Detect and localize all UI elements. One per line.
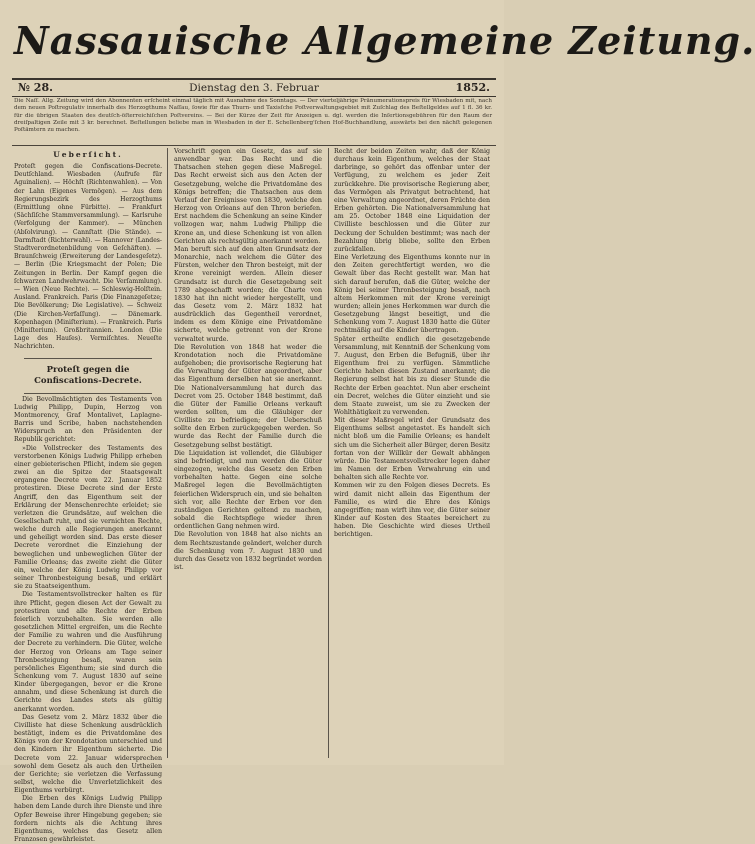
issue-year: 1852. <box>455 81 490 94</box>
article-paragraph: Man beruft sich auf den alten Grundsatz der Monarchie, nach welchem die Güter des Fürsten, welcher den Thron besteigt, mit der Krone vereinigt werden. Allein dieser Grundsatz ist durch die Gesetzgebung seit 1789 abgeschafft worden; die Charte von 1830 hat ihn nicht wieder hergestellt, und das Gesetz vom 2. März 1832 hat ausdrücklich das Gegentheil verordnet, indem es dem Könige eine Privatdomäne sicherte, welche getrennt von der Krone verwaltet wurde. <box>174 245 322 343</box>
article-paragraph: Kommen wir zu den Folgen dieses Decrets. Es wird damit nicht allein das Eigenthum der Familie, es wird die Ehre des Königs angegriffen; man wirft ihm vor, die Güter seiner Kinder auf Kosten des Staates bereichert zu haben. Die Geschichte wird dieses Urtheil berichtigen. <box>334 482 490 539</box>
article-paragraph: Das Gesetz vom 2. März 1832 über die Civilliste hat diese Schenkung ausdrücklich bestätigt, indem es die Privatdomäne des Königs von der Krondotation unterschied und den Kindern ihr Eigenthum sicherte. Die Decrete vom 22. Januar widersprechen sowohl dem Gesetz als auch den Urtheilen der Gerichte; sie verletzen die Verfassung selbst, welche die Unverletzlichkeit des Eigenthums verbürgt. <box>14 713 162 795</box>
article-paragraph: Vorschrift gegen ein Gesetz, das auf sie anwendbar war. Das Recht und die Thatsachen stehen gegen diese Maßregel. Das Recht erweist sich aus den Acten der Gesetzgebung, welche die Privatdomäne des Königs betreffen; die Thatsachen aus dem Verlauf der Ereignisse von 1830, welche den Herzog von Orleans auf den Thron beriefen. Erst nachdem die Schenkung an seine Kinder vollzogen war, nahm Ludwig Philipp die Krone an, und diese Schenkung ist von allen Gerichten als rechtsgültig anerkannt worden. <box>174 148 322 245</box>
header-rule <box>12 145 496 146</box>
article-paragraph: Die Revolution von 1848 hat also nichts an dem Rechtszustande geändert, welcher durch die Schenkung vom 7. August 1830 und durch das Gesetz von 1832 begründet worden ist. <box>174 531 322 571</box>
toc-title: Ueberſicht. <box>53 150 123 159</box>
article-paragraph: Die Revolution von 1848 hat weder die Krondotation noch die Privatdomäne aufgehoben; die provisorische Regierung hat die Verwaltung der Güter angeordnet, aber das Eigenthum derselben hat sie anerkannt. Die Nationalversammlung hat durch das Decret vom 25. October 1848 bestimmt, daß die Güter der Familie Orleans verkauft werden sollten, um die Gläubiger der Civilliste zu befriedigen; der Ueberschuß sollte den Erben zurückgegeben werden. So wurde das Recht der Familie durch die Gesetzgebung selbst bestätigt. <box>174 343 322 449</box>
article-title: Proteſt gegen die Confiscations-Decrete. <box>34 364 142 386</box>
article-paragraph: Eine Verletzung des Eigenthums konnte nur in den Zeiten gerechtfertigt werden, wo die Gewalt über das Recht gestellt war. Man hat sich darauf berufen, daß die Güter, welche der König bei seiner Thronbesteigung besaß, nach altem Herkommen mit der Krone vereinigt wurden; allein jenes Herkommen war durch die Gesetzgebung längst beseitigt, und die Schenkung vom 7. August 1830 hatte die Güter rechtmäßig auf die Kinder übertragen. <box>334 254 490 335</box>
issue-bar <box>12 78 496 97</box>
column-1 <box>14 148 162 844</box>
column-3 <box>334 148 490 758</box>
article-paragraph: Die Bevollmächtigten des Testaments von Ludwig Philipp, Dupin, Herzog von Montmorency, Graf Montalivet, Laplagne-Barris und Scribe, haben nachstehenden Widerspruch an den Präsidenten der Republik gerichtet: <box>14 395 162 444</box>
title-separator <box>24 393 152 394</box>
article-paragraph: Recht der beiden Zeiten wahr, daß der König durchaus kein Eigenthum, welches der Staat darbringe, so gehört das offenbar unter der Verfügung, zu welchem es jeder Zeit zurückkehre. Die provisorische Regierung aber, das Vermögen als Privatgut betrachtend, hat eine Verwaltung angeordnet, deren Früchte den Erben gehörten. Die Nationalversammlung hat am 25. October 1848 eine Liquidation der Civilliste beschlossen und die Güter zur Deckung der Schulden bestimmt; was nach der Bezahlung übrig bliebe, sollte den Erben zurückfallen. <box>334 148 490 253</box>
article-paragraph: Mit dieser Maßregel wird der Grundsatz des Eigenthums selbst angetastet. Es handelt sich nicht bloß um die Familie Orleans; es handelt sich um die Sicherheit aller Bürger, deren Besitz fortan von der Willkür der Gewalt abhängen würde. Die Testamentsvollstrecker legen daher im Namen der Erben Verwahrung ein und behalten sich alle Rechte vor. <box>334 417 490 482</box>
article-paragraph: Die Testamentsvollstrecker halten es für ihre Pflicht, gegen diesen Act der Gewalt zu protestiren und alle Rechte der Erben feierlich vorzubehalten. Sie werden alle gesetzlichen Mittel ergreifen, um die Rechte der Familie zu wahren und die Ausführung der Decrete zu verhindern. Die Güter, welche der Herzog von Orleans am Tage seiner Thronbesteigung besaß, waren sein persönliches Eigenthum; sie sind durch die Schenkung vom 7. August 1830 auf seine Kinder übergegangen, bevor er die Krone annahm, und diese Schenkung ist durch die Gerichte des Landes stets als gültig anerkannt worden. <box>14 591 162 713</box>
issue-number: № 28. <box>18 81 53 94</box>
article-paragraph: Die Erben des Königs Ludwig Philipp haben dem Lande durch ihre Dienste und ihre Opfer Beweise ihrer Hingebung gegeben; sie fordern nichts als die Achtung ihres Eigenthums, welches das Gesetz allen Franzosen gewährleistet. <box>14 795 162 844</box>
article-paragraph: Die Liquidation ist vollendet, die Gläubiger sind befriedigt, und nun werden die Güter eingezogen, welche das Gesetz den Erben vorbehalten hatte. Gegen eine solche Maßregel legen die Bevollmächtigten feierlichen Widerspruch ein, und sie behalten sich vor, alle Rechte der Erben vor den zuständigen Gerichten geltend zu machen, sobald die Rechtspflege wieder ihren ordentlichen Gang nehmen wird. <box>174 449 322 531</box>
section-separator <box>24 358 152 359</box>
article-paragraph: »Die Vollstrecker des Testaments des verstorbenen Königs Ludwig Philipp erheben einer gebieterischen Pflicht, indem sie gegen zwei an die Spitze der Staatsgewalt ergangene Decrete vom 22. Januar 1852 protestiren. Diese Decrete sind der Erste Angriff, den das Eigenthum seit der Erklärung der Menschenrechte erleidet; sie verletzen die Grundsätze, auf welchen die Gesellschaft ruht, und sie vernichten Rechte, welche durch alle Regierungen anerkannt und geheiligt worden sind. Das erste dieser Decrete verordnet die Einziehung der beweglichen und unbeweglichen Güter der Familie Orleans; das zweite zieht die Güter ein, welche der König Ludwig Philipp vor seiner Thronbesteigung besaß, und erklärt sie zu Staatseigenthum. <box>14 444 162 591</box>
column-divider-1 <box>167 148 168 758</box>
column-divider-2 <box>328 148 329 758</box>
article-paragraph: Später ertheilte endlich die gesetzgebende Versammlung, mit Kenntniß der Schenkung vom 7. August, den Erben die Befugniß, über ihr Eigenthum frei zu verfügen. Sämmtliche Gerichte haben diesen Zustand anerkannt; die Regierung selbst hat bis zu dieser Stunde die Rechte der Erben geachtet. Nun aber erscheint ein Decret, welches die Güter einzieht und sie dem Staate zuweist, um sie zu Zwecken der Wohlthätigkeit zu verwenden. <box>334 335 490 416</box>
issue-date: Dienstag den 3. Februar <box>189 82 319 94</box>
masthead-title: Nassauische Allgemeine Zeitung. <box>14 18 755 63</box>
subscription-notice: Die Naſſ. Allg. Zeitung wird den Abonnenten erſcheint einmal täglich mit Ausnahme des Sonntags. — Der vierteljährige Pränumerationspreis für Wiesbaden mit, nach dem neuen Poſtregulativ innerhalb des Herzogthums Naſſau, ſowie für das Thurn- und Taxisſche Poſtverwaltungsgebiet mit Zuſchlag des Beſtellgeldes auf 1 fl. 36 kr. für die übrigen Staaten des deutſch-öſterreichiſchen Poſtvereins. — Bei der Kürze der Zeit für Anzeigen u. dgl. werden die Inſertionsgebühren für den Raum der dreiſpaltigen Zeile mit 3 kr. berechnet. Beſtellungen beliebe man in Wiesbaden in der E. Schellenberg'ſchen Hof-Buchhandlung, auswärts bei den nächſt gelegenen Poſtämtern zu machen. <box>14 98 492 134</box>
column-2 <box>174 148 322 758</box>
toc-body: Proteſt gegen die Confiscations-Decrete. Deutſchland. Wiesbaden (Aufrufe für Aguinalien). — Höchſt (Richtenwahlen). — Von der Lahn (Eigenes Vermögen). — Aus dem Regierungsbezirk des Herzogthums (Ermittlung ohne Fürbitte). — Frankfurt (Sächſiſche Stammversammlung). — Karlsruhe (Verfolgung der Kammer). — München (Abſolvirung). — Cannſtatt (Die Stände). — Darmſtadt (Richterwahl). — Hannover (Landes-Stadtverordnetenbildung von Geſchäften). — Braunſchweig (Erweiterung der Landesgeſetz). — Berlin (Die Kriegsmacht der Polen; Die Zeitungen in Berlin. Der Kampf gegen die ſchwarzen Landwehrwacht. Die Verſammlung). — Wien (Neue Rechte). — Schleswig-Holſtein. Ausland. Frankreich. Paris (Die Finanzgeſetze; Die Bevölkerung; Die Legislative). — Schweiz (Die Kirchen-Verfaſſung). — Dänemark. Kopenhagen (Miniſterium). — Frankreich. Paris (Miniſterium). Großbritannien. London (Die Lage des Hauſes). Vermiſchtes. Neueſte Nachrichten. <box>14 163 162 351</box>
